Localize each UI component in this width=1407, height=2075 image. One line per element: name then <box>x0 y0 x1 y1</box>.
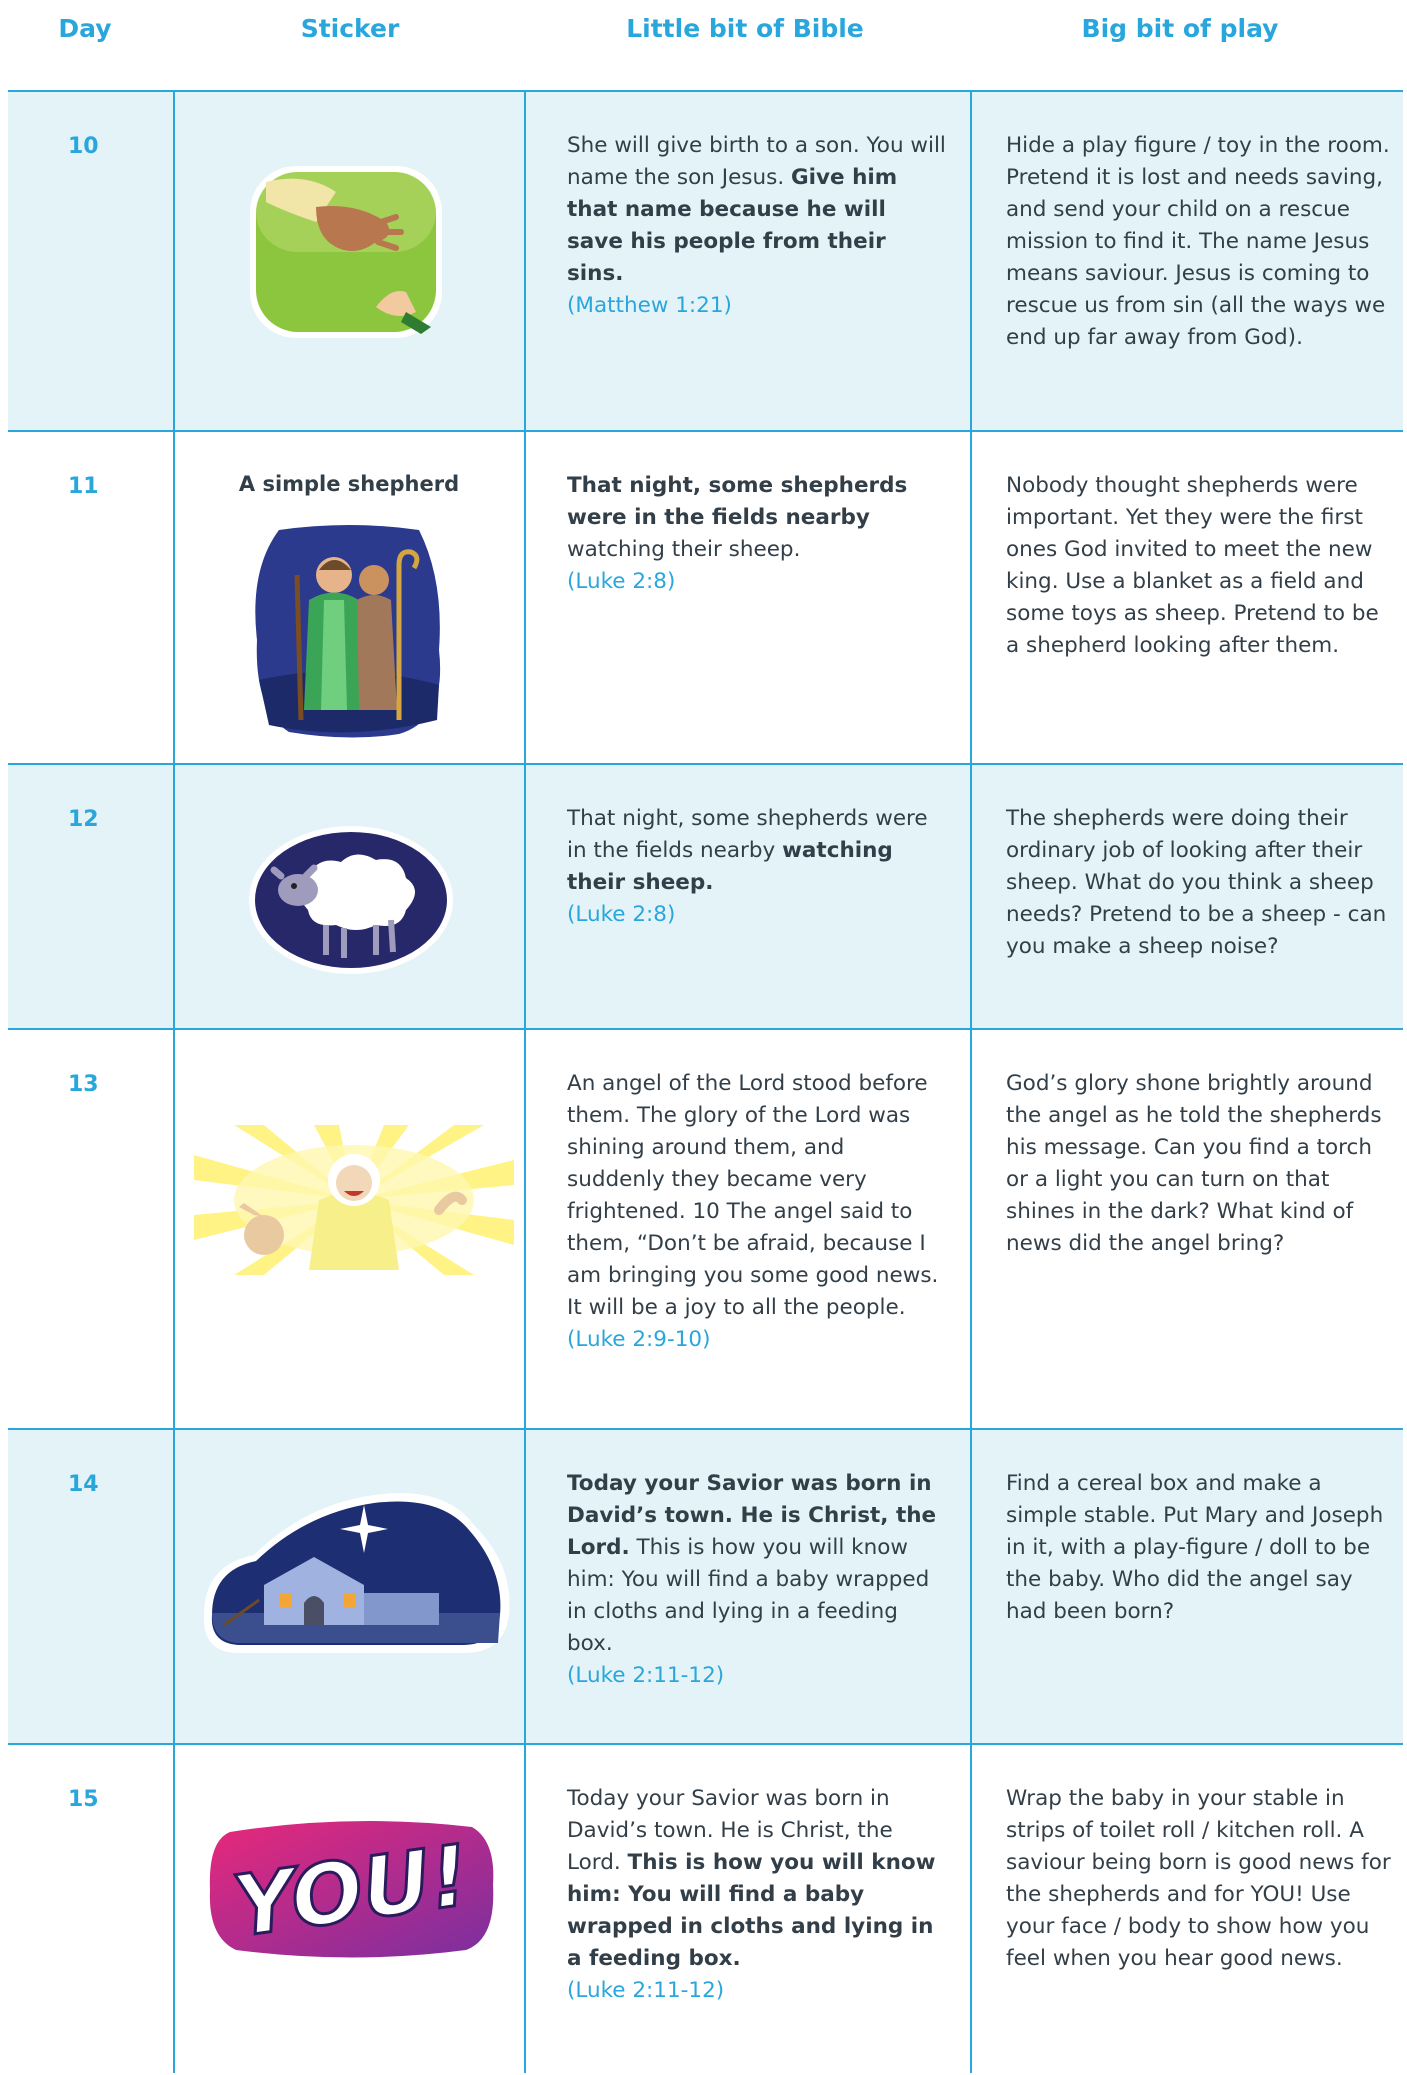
sticker-cell <box>174 765 524 1030</box>
bible-reference: (Luke 2:8) <box>567 569 676 594</box>
header-bible: Little bit of Bible <box>626 13 864 43</box>
day-number: 11 <box>68 474 99 499</box>
sticker-cell <box>174 1030 524 1430</box>
header-play: Big bit of play <box>1081 13 1279 43</box>
bible-bold-text: watching their sheep. <box>567 838 893 895</box>
day-number: 14 <box>68 1472 99 1497</box>
play-text: Wrap the baby in your stable in strips of toilet roll / kitchen roll. A saviour being born is good news for the shepherds and for YOU! Use your face / body to show how you feel when you hear good news. <box>1006 1786 1391 1971</box>
bible-text <box>567 1068 947 1356</box>
sheep-icon <box>246 820 456 980</box>
sticker-cell <box>174 92 524 432</box>
bible-reference: (Luke 2:8) <box>567 902 676 927</box>
header-day: Day <box>58 13 112 43</box>
day-number: 13 <box>68 1072 99 1097</box>
sticker-cell <box>174 1430 524 1745</box>
play-text: God’s glory shone brightly around the angel as he told the shepherds his message. Can you find a torch or a light you can turn on that shines in the dark? What kind of news did the angel bring? <box>1006 1071 1382 1256</box>
bible-plain-text: watching their sheep. <box>567 537 801 562</box>
bible-plain-text: An angel of the Lord stood before them. The glory of the Lord was shining around them, and suddenly they became very frightened. 10 The angel said to them, “Don’t be afraid, because I am bringing you some good news. It will be a joy to all the people. <box>567 1071 939 1320</box>
bible-text <box>567 1783 947 2007</box>
sticker-label: A simple shepherd <box>238 472 460 496</box>
bible-plain-text: She will give birth to a son. You will name the son Jesus. <box>567 133 946 190</box>
table-row <box>8 763 1403 1028</box>
bible-plain-text: This is how you will know him: You will find a baby wrapped in cloths and lying in a feeding box. <box>567 1535 930 1656</box>
bible-text <box>567 470 947 598</box>
play-text: Nobody thought shepherds were important. Yet they were the first ones God invited to meet the new king. Use a blanket as a field and some toys as sheep. Pretend to be a shepherd looking after them. <box>1006 473 1379 658</box>
angel-icon <box>194 1125 514 1275</box>
sticker-cell <box>174 432 524 765</box>
bible-reference: (Luke 2:11-12) <box>567 1978 725 2003</box>
bible-reference: (Luke 2:11-12) <box>567 1663 725 1688</box>
bible-text <box>567 1468 947 1692</box>
day-number: 10 <box>68 134 99 159</box>
you-text: YOU! <box>227 1826 475 1956</box>
table-row <box>8 90 1403 430</box>
play-text: Hide a play figure / toy in the room. Pretend it is lost and needs saving, and send your child on a rescue mission to find it. The name Jesus means saviour. Jesus is coming to rescue us from sin (all the ways we end up far away from God). <box>1006 133 1390 350</box>
you-icon <box>196 1805 506 1970</box>
shepherds-icon <box>249 520 449 742</box>
bible-bold-text: Today your Savior was born in David’s town. He is Christ, the Lord. <box>567 1471 937 1560</box>
bible-reference: (Matthew 1:21) <box>567 293 732 318</box>
play-text: The shepherds were doing their ordinary job of looking after their sheep. What do you think a sheep needs? Pretend to be a sheep - can you make a sheep noise? <box>1006 806 1387 959</box>
table-row <box>8 1743 1403 2073</box>
stable-icon <box>194 1485 514 1655</box>
table-row <box>8 1028 1403 1428</box>
bible-bold-text: That night, some shepherds were in the fields nearby <box>567 473 908 530</box>
day-number: 12 <box>68 807 99 832</box>
day-number: 15 <box>68 1787 99 1812</box>
bible-bold-text: Give him that name because he will save his people from their sins. <box>567 165 898 286</box>
play-text: Find a cereal box and make a simple stable. Put Mary and Joseph in it, with a play-figure / doll to be the baby. Who did the angel say had been born? <box>1006 1471 1384 1624</box>
bible-text <box>567 130 947 322</box>
bible-reference: (Luke 2:9-10) <box>567 1327 711 1352</box>
bible-bold-text: This is how you will know him: You will find a baby wrapped in cloths and lying in a feeding box. <box>567 1850 936 1971</box>
table-row <box>8 1428 1403 1743</box>
bible-plain-text: That night, some shepherds were in the fields nearby <box>567 806 928 863</box>
bible-plain-text: Today your Savior was born in David’s town. He is Christ, the Lord. <box>567 1786 893 1875</box>
header-sticker: Sticker <box>300 13 400 43</box>
bible-text <box>567 803 947 931</box>
table-row <box>8 430 1403 763</box>
helping-hands-icon <box>246 162 446 342</box>
sticker-cell <box>174 1745 524 2075</box>
